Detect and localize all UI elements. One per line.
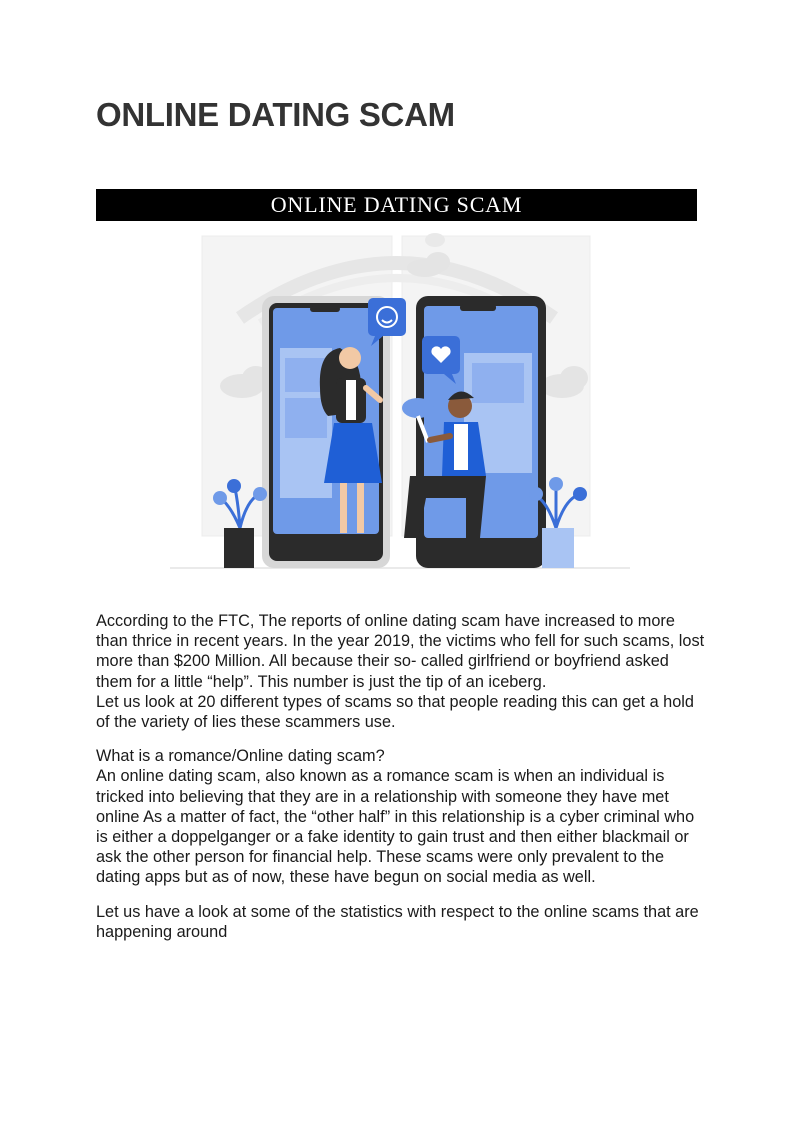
image-banner [96, 189, 697, 221]
banner-text: ONLINE DATING SCAM [270, 192, 523, 217]
paragraph-types: Let us look at 20 different types of scams so that people reading this can get a hold of the variety of lies these scammers use. [96, 692, 694, 732]
paragraph-intro: According to the FTC, The reports of online dating scam have increased to more than thrice in recent years. In the year 2019, the victims who fell for such scams, lost more than $200 Million. All because their so- called girlfriend or boyfriend asked them for a little “help”. This number is just the tip of an iceberg. [96, 612, 705, 691]
paragraph-statistics: Let us have a look at some of the statistics with respect to the online scams that are happening around [96, 902, 699, 941]
section-question: What is a romance/Online dating scam? [96, 747, 385, 766]
paragraph-definition: An online dating scam, also known as a romance scam is when an individual is tricked into believing that they are in a relationship with someone they have met online As a matter of fact, the “other half” in this relationship is a cyber criminal who is either a doppelganger or a fake identity to gain trust and then either blackmail or ask the other person for financial help. These scams were only prevalent to the dating apps but as of now, these have begun on social media as well. [96, 767, 695, 887]
dating-illustration [160, 228, 634, 573]
page-title: ONLINE DATING SCAM [96, 96, 455, 133]
article-body [96, 611, 706, 942]
